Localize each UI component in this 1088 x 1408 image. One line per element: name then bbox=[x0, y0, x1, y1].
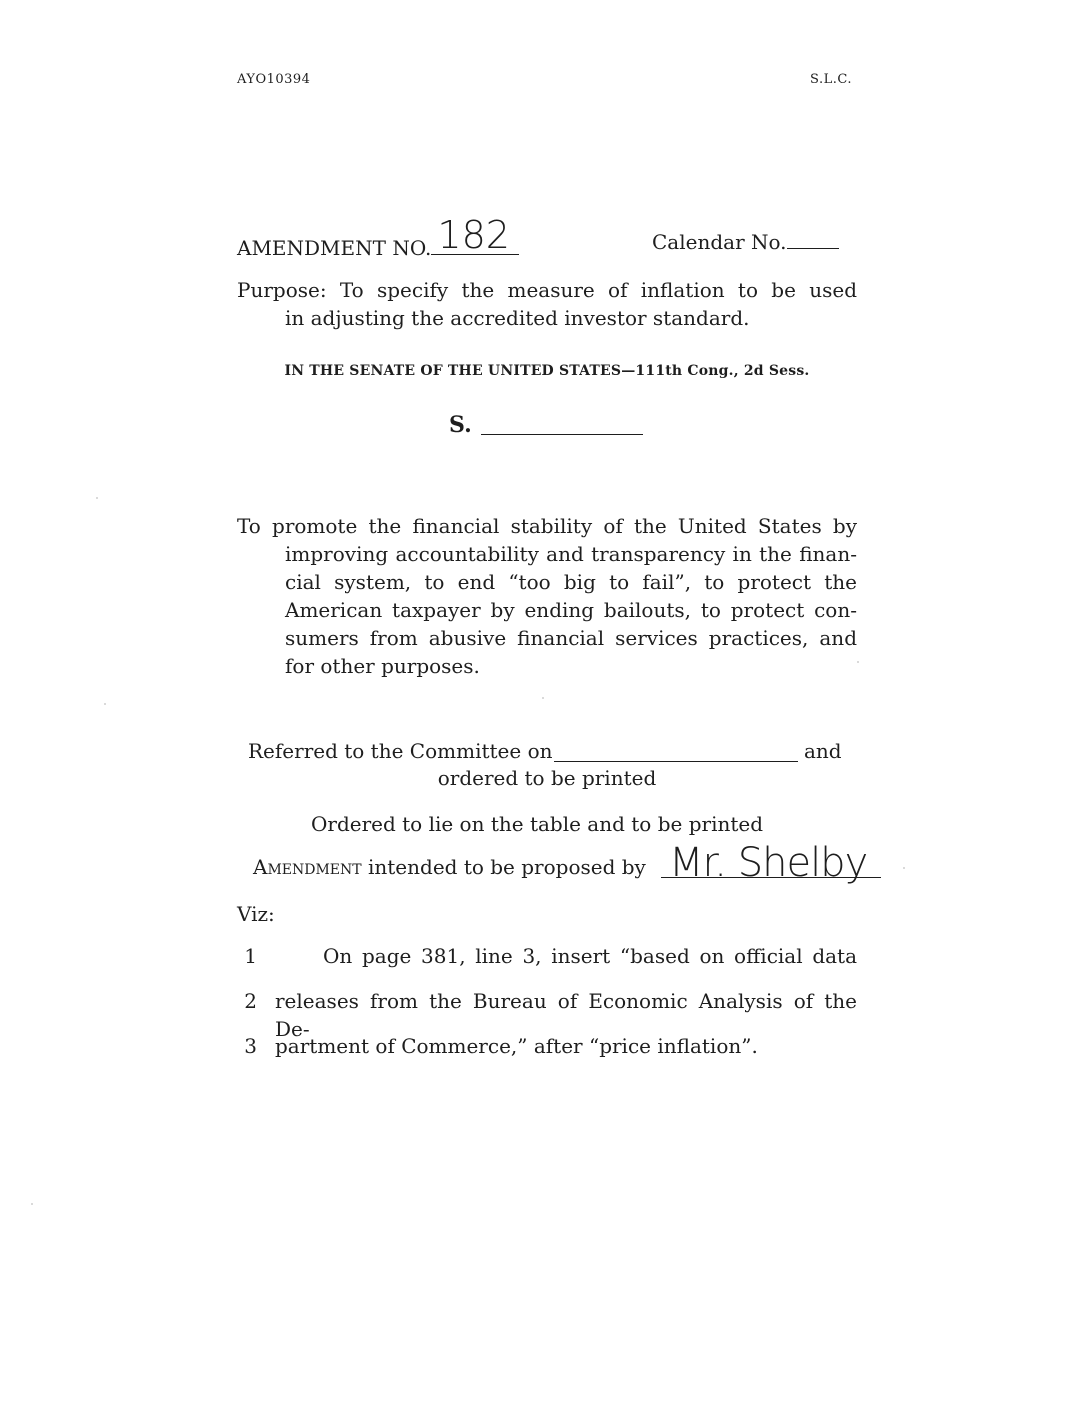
calendar-label: Calendar No. bbox=[652, 230, 787, 254]
amendment-number-handwritten: 182 bbox=[437, 213, 510, 257]
referral-line-2: ordered to be printed bbox=[437, 766, 657, 790]
line-text: partment of Commerce,” after “price inflation”. bbox=[275, 1034, 758, 1058]
scan-speck bbox=[96, 497, 98, 499]
viz-label: Viz: bbox=[237, 902, 275, 926]
bill-number-row bbox=[449, 412, 649, 442]
proposed-by-line bbox=[253, 840, 913, 893]
referral-prefix: Referred to the Committee on bbox=[248, 739, 553, 763]
calendar-number-blank bbox=[787, 228, 839, 249]
line-number: 3 bbox=[244, 1034, 257, 1058]
line-number: 2 bbox=[244, 989, 257, 1013]
numbered-line bbox=[237, 1032, 857, 1060]
slc-label: S.L.C. bbox=[810, 72, 852, 87]
amendment-number-field bbox=[431, 213, 519, 257]
document-id: AYO10394 bbox=[237, 72, 311, 87]
line-number: 1 bbox=[244, 944, 257, 968]
senate-session-line: IN THE SENATE OF THE UNITED STATES—111th Cong., 2d Sess. bbox=[284, 363, 810, 379]
bill-description bbox=[237, 512, 857, 680]
amendment-text bbox=[237, 942, 857, 1082]
bill-label: S. bbox=[449, 412, 472, 438]
scan-speck bbox=[104, 703, 106, 705]
scan-speck bbox=[903, 867, 905, 869]
sponsor-signature-handwritten: Mr. Shelby bbox=[669, 840, 868, 886]
description-line-1: To promote the financial stability of the United States by bbox=[237, 514, 857, 538]
purpose-line-1: Purpose: To specify the measure of inflation to be used bbox=[237, 278, 857, 302]
amendment-word: Amendment bbox=[253, 855, 362, 879]
bill-number-blank bbox=[481, 434, 643, 435]
scan-speck bbox=[857, 661, 859, 663]
proposed-by-text: intended to be proposed by bbox=[367, 855, 646, 879]
amendment-label: AMENDMENT NO. bbox=[237, 236, 432, 260]
purpose bbox=[237, 276, 857, 332]
description-line-4: American taxpayer by ending bailouts, to protect con- bbox=[285, 598, 857, 622]
line-text: releases from the Bureau of Economic Analysis of the De- bbox=[275, 989, 857, 1041]
description-line-6: for other purposes. bbox=[285, 654, 480, 678]
amendment-row bbox=[237, 213, 857, 268]
scan-speck bbox=[31, 1203, 33, 1205]
numbered-line bbox=[237, 942, 857, 970]
purpose-line-2: in adjusting the accredited investor standard. bbox=[285, 306, 750, 330]
line-text: On page 381, line 3, insert “based on official data bbox=[323, 944, 857, 968]
description-line-5: sumers from abusive financial services practices, and bbox=[285, 626, 857, 650]
description-line-2: improving accountability and transparency in the finan- bbox=[285, 542, 857, 566]
ordered-line: Ordered to lie on the table and to be printed bbox=[310, 812, 764, 836]
description-line-3: cial system, to end “too big to fail”, to protect the bbox=[285, 570, 857, 594]
referral-line bbox=[248, 737, 848, 767]
committee-blank bbox=[554, 761, 798, 762]
numbered-line bbox=[237, 987, 857, 1041]
scan-speck bbox=[542, 697, 544, 699]
referral-suffix: and bbox=[804, 739, 842, 763]
